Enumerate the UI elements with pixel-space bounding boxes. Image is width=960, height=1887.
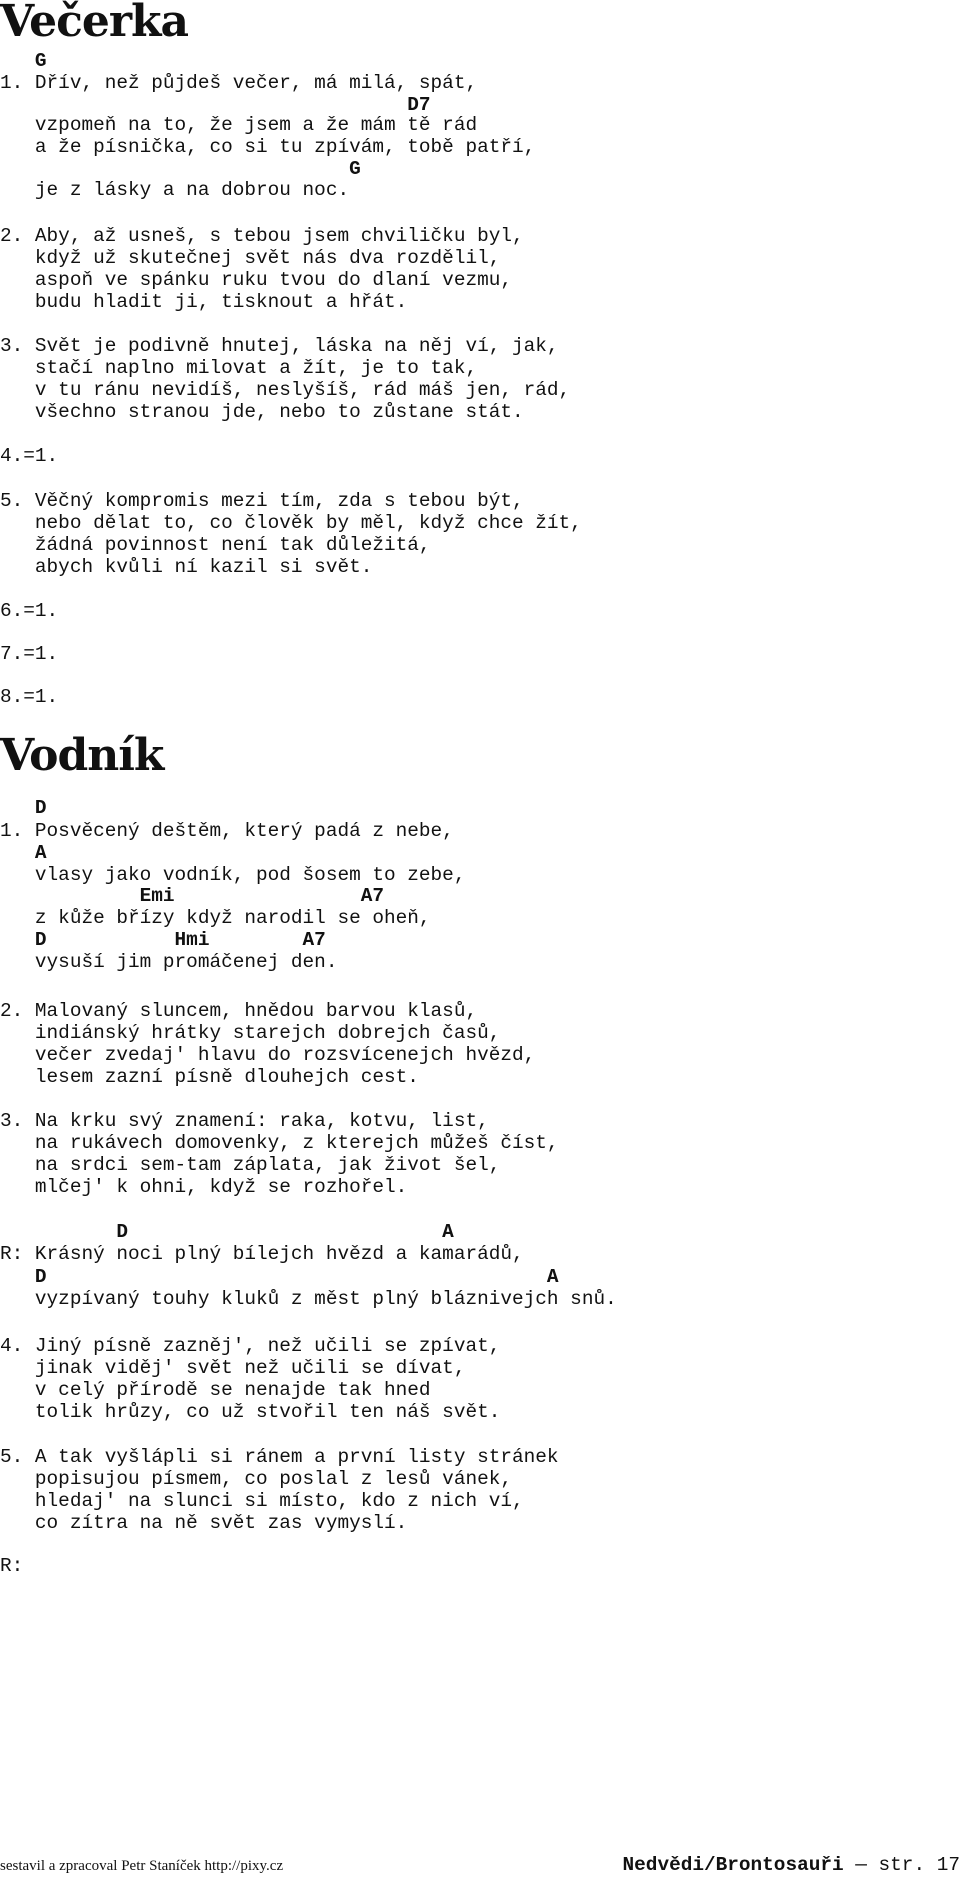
lyric-line: je z lásky a na dobrou noc. (0, 179, 350, 201)
lyric-line: vlasy jako vodník, pod šosem to zebe, (0, 864, 466, 886)
lyric-line: 2. Aby, až usneš, s tebou jsem chviličku byl, (0, 225, 524, 247)
lyric-line: 2. Malovaný sluncem, hnědou barvou klasů, (0, 1000, 478, 1022)
lyric-line: vyzpívaný touhy kluků z měst plný bláznivejch snů. (0, 1288, 617, 1310)
footer-page-info (623, 1854, 960, 1876)
song-title: Vodník (0, 730, 164, 781)
lyric-line: 8.=1. (0, 686, 59, 708)
lyric-line: 1. Posvěcený deštěm, který padá z nebe, (0, 820, 454, 842)
lyric-line: aspoň ve spánku ruku tvou do dlaní vezmu, (0, 269, 512, 291)
chord-line: Emi A7 (0, 885, 384, 907)
lyric-line: a že písnička, co si tu zpívám, tobě patří, (0, 136, 536, 158)
chord-line: D (0, 797, 47, 819)
chord-line: G (0, 50, 47, 72)
lyric-line: 7.=1. (0, 643, 59, 665)
lyric-line: když už skutečnej svět nás dva rozdělil, (0, 247, 501, 269)
lyric-line: na srdci sem-tam záplata, jak život šel, (0, 1154, 501, 1176)
lyric-line: nebo dělat to, co člověk by měl, když chce žít, (0, 512, 582, 534)
lyric-line: 3. Na krku svý znamení: raka, kotvu, list, (0, 1110, 489, 1132)
lyric-line: budu hladit ji, tisknout a hřát. (0, 291, 408, 313)
chord-line: A (0, 842, 47, 864)
chord-line: G (0, 158, 361, 180)
lyric-line: R: Krásný noci plný bílejch hvězd a kamarádů, (0, 1243, 524, 1265)
lyric-line: 6.=1. (0, 600, 59, 622)
chord-line: D A (0, 1221, 454, 1243)
lyric-line: 1. Dřív, než půjdeš večer, má milá, spát, (0, 72, 478, 94)
lyric-line: hledaj' na slunci si místo, kdo z nich ví, (0, 1490, 524, 1512)
lyric-line: 5. Věčný kompromis mezi tím, zda s tebou být, (0, 490, 524, 512)
lyric-line: na rukávech domovenky, z kterejch můžeš číst, (0, 1132, 559, 1154)
lyric-line: 5. A tak vyšlápli si ránem a první listy stránek (0, 1446, 559, 1468)
lyric-line: vzpomeň na to, že jsem a že mám tě rád (0, 114, 478, 136)
lyric-line: mlčej' k ohni, když se rozhořel. (0, 1176, 408, 1198)
lyric-line: vysuší jim promáčenej den. (0, 951, 338, 973)
lyric-line: v celý přírodě se nenajde tak hned (0, 1379, 431, 1401)
lyric-line: 4.=1. (0, 445, 59, 467)
lyric-line: indiánský hrátky starejch dobrejch časů, (0, 1022, 501, 1044)
lyric-line: popisujou písmem, co poslal z lesů vánek, (0, 1468, 512, 1490)
chord-line: D Hmi A7 (0, 929, 326, 951)
lyric-line: večer zvedaj' hlavu do rozsvícenejch hvězd, (0, 1044, 536, 1066)
lyric-line: žádná povinnost není tak důležitá, (0, 534, 431, 556)
lyric-line: jinak viděj' svět než učili se dívat, (0, 1357, 466, 1379)
lyric-line: lesem zazní písně dlouhejch cest. (0, 1066, 419, 1088)
chord-line: D A (0, 1266, 559, 1288)
lyric-line: 3. Svět je podivně hnutej, láska na něj ví, jak, (0, 335, 559, 357)
lyric-line: 4. Jiný písně zazněj', než učili se zpívat, (0, 1335, 501, 1357)
lyric-line: z kůže břízy když narodil se oheň, (0, 907, 431, 929)
footer-credit: sestavil a zpracoval Petr Staníček http://pixy.cz (0, 1858, 284, 1874)
lyric-line: abych kvůli ní kazil si svět. (0, 556, 373, 578)
lyric-line: R: (0, 1555, 24, 1577)
footer-book-name: Nedvědi/Brontosauři (622, 1854, 844, 1876)
lyric-line: co zítra na ně svět zas vymyslí. (0, 1512, 408, 1534)
lyric-line: všechno stranou jde, nebo to zůstane stát. (0, 401, 524, 423)
lyric-line: tolik hrůzy, co už stvořil ten náš svět. (0, 1401, 501, 1423)
song-title: Večerka (0, 0, 189, 47)
chord-line: D7 (0, 94, 431, 116)
lyric-line: v tu ránu nevidíš, neslyšíš, rád máš jen, rád, (0, 379, 571, 401)
lyric-line: stačí naplno milovat a žít, je to tak, (0, 357, 478, 379)
footer-page-number: — str. 17 (843, 1854, 960, 1876)
